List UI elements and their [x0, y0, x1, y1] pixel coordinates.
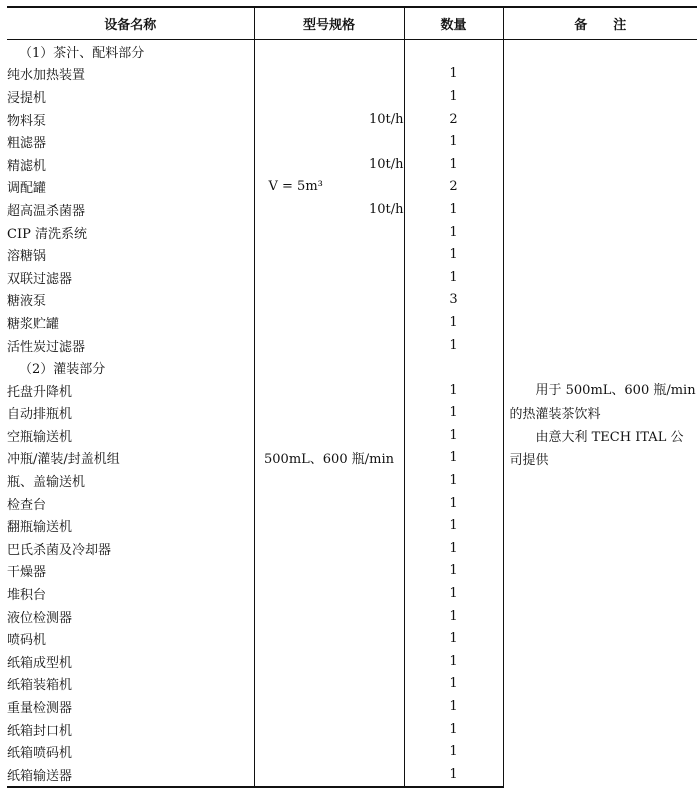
model-spec: 10t/h	[254, 153, 404, 176]
equipment-name: 检查台	[7, 492, 254, 515]
quantity: 1	[404, 379, 503, 402]
model-spec	[254, 402, 404, 425]
equipment-name: 喷码机	[7, 627, 254, 650]
model-spec	[254, 311, 404, 334]
quantity: 1	[404, 673, 503, 696]
section-row	[7, 356, 697, 379]
equipment-name: 干燥器	[7, 560, 254, 583]
equipment-name: 纸箱成型机	[7, 650, 254, 673]
quantity: 2	[404, 176, 503, 199]
remarks-note	[504, 356, 698, 472]
equipment-name: 巴氏杀菌及冷却器	[7, 537, 254, 560]
quantity: 1	[404, 695, 503, 718]
equipment-name: CIP 清洗系统	[7, 221, 254, 244]
model-spec	[254, 424, 404, 447]
quantity: 1	[404, 718, 503, 741]
model-spec	[254, 221, 404, 244]
equipment-name: 纸箱装箱机	[7, 673, 254, 696]
quantity: 3	[404, 289, 503, 312]
equipment-name: 浸提机	[7, 85, 254, 108]
remarks-line: 由意大利 TECH ITAL 公	[535, 429, 684, 445]
quantity: 1	[404, 311, 503, 334]
equipment-name: 超高温杀菌器	[7, 198, 254, 221]
model-spec	[254, 695, 404, 718]
quantity: 1	[404, 469, 503, 492]
quantity: 1	[404, 243, 503, 266]
equipment-name: 糖浆贮罐	[7, 311, 254, 334]
remarks-cell-section-1	[503, 40, 697, 357]
model-spec	[254, 85, 404, 108]
equipment-name: 粗滤器	[7, 130, 254, 153]
equipment-name: 调配罐	[7, 176, 254, 199]
equipment-name: 堆积台	[7, 582, 254, 605]
model-spec	[254, 763, 404, 787]
model-spec	[254, 514, 404, 537]
model-spec	[254, 334, 404, 357]
equipment-name: 空瓶输送机	[7, 424, 254, 447]
quantity: 1	[404, 447, 503, 470]
equipment-name: 翻瓶输送机	[7, 514, 254, 537]
quantity: 2	[404, 108, 503, 131]
quantity: 1	[404, 424, 503, 447]
equipment-name: 冲瓶/灌装/封盖机组	[7, 447, 254, 470]
model-spec	[254, 63, 404, 86]
header-remarks: 备 注	[503, 7, 697, 40]
model-spec	[254, 650, 404, 673]
model-spec	[254, 560, 404, 583]
remarks-cell-section-2	[503, 356, 697, 786]
equipment-name: 纯水加热装置	[7, 63, 254, 86]
equipment-name: 自动排瓶机	[7, 402, 254, 425]
quantity: 1	[404, 582, 503, 605]
quantity: 1	[404, 334, 503, 357]
equipment-name: 重量检测器	[7, 695, 254, 718]
remarks-line: 司提供	[509, 452, 549, 468]
quantity: 1	[404, 763, 503, 787]
remarks-line: 的热灌装茶饮料	[509, 406, 601, 422]
section-title: （2）灌装部分	[7, 356, 254, 379]
equipment-name: 纸箱喷码机	[7, 740, 254, 763]
model-spec: 10t/h	[254, 198, 404, 221]
equipment-name: 纸箱封口机	[7, 718, 254, 741]
quantity: 1	[404, 402, 503, 425]
model-spec: 10t/h	[254, 108, 404, 131]
model-spec	[254, 718, 404, 741]
model-spec	[254, 130, 404, 153]
model-spec	[254, 673, 404, 696]
quantity: 1	[404, 130, 503, 153]
model-spec: V = 5m³	[254, 176, 404, 199]
model-spec	[254, 379, 404, 402]
quantity: 1	[404, 514, 503, 537]
remarks-line: 用于 500mL、600 瓶/min	[535, 383, 696, 399]
equipment-name: 双联过滤器	[7, 266, 254, 289]
equipment-name: 托盘升降机	[7, 379, 254, 402]
quantity: 1	[404, 85, 503, 108]
equipment-name: 瓶、盖输送机	[7, 469, 254, 492]
quantity: 1	[404, 560, 503, 583]
model-spec	[254, 469, 404, 492]
header-quantity: 数量	[404, 7, 503, 40]
equipment-name: 纸箱输送器	[7, 763, 254, 787]
model-spec	[254, 740, 404, 763]
model-spec	[254, 266, 404, 289]
section-title: （1）茶汁、配料部分	[7, 40, 254, 63]
model-spec: 500mL、600 瓶/min	[254, 447, 404, 470]
quantity: 1	[404, 627, 503, 650]
model-spec	[254, 537, 404, 560]
quantity: 1	[404, 221, 503, 244]
quantity: 1	[404, 650, 503, 673]
quantity: 1	[404, 63, 503, 86]
quantity: 1	[404, 198, 503, 221]
quantity: 1	[404, 740, 503, 763]
equipment-name: 溶糖锅	[7, 243, 254, 266]
quantity: 1	[404, 153, 503, 176]
model-spec	[254, 492, 404, 515]
section-row	[7, 40, 697, 63]
equipment-name: 活性炭过滤器	[7, 334, 254, 357]
quantity: 1	[404, 537, 503, 560]
quantity: 1	[404, 492, 503, 515]
model-spec	[254, 627, 404, 650]
equipment-name: 物料泵	[7, 108, 254, 131]
equipment-name: 精滤机	[7, 153, 254, 176]
header-equipment-name: 设备名称	[7, 7, 254, 40]
table-header-row	[7, 7, 697, 40]
model-spec	[254, 582, 404, 605]
equipment-name: 液位检测器	[7, 605, 254, 628]
quantity: 1	[404, 605, 503, 628]
quantity: 1	[404, 266, 503, 289]
model-spec	[254, 243, 404, 266]
model-spec	[254, 605, 404, 628]
model-spec	[254, 289, 404, 312]
header-model-spec: 型号规格	[254, 7, 404, 40]
equipment-table	[7, 6, 697, 788]
equipment-name: 糖液泵	[7, 289, 254, 312]
